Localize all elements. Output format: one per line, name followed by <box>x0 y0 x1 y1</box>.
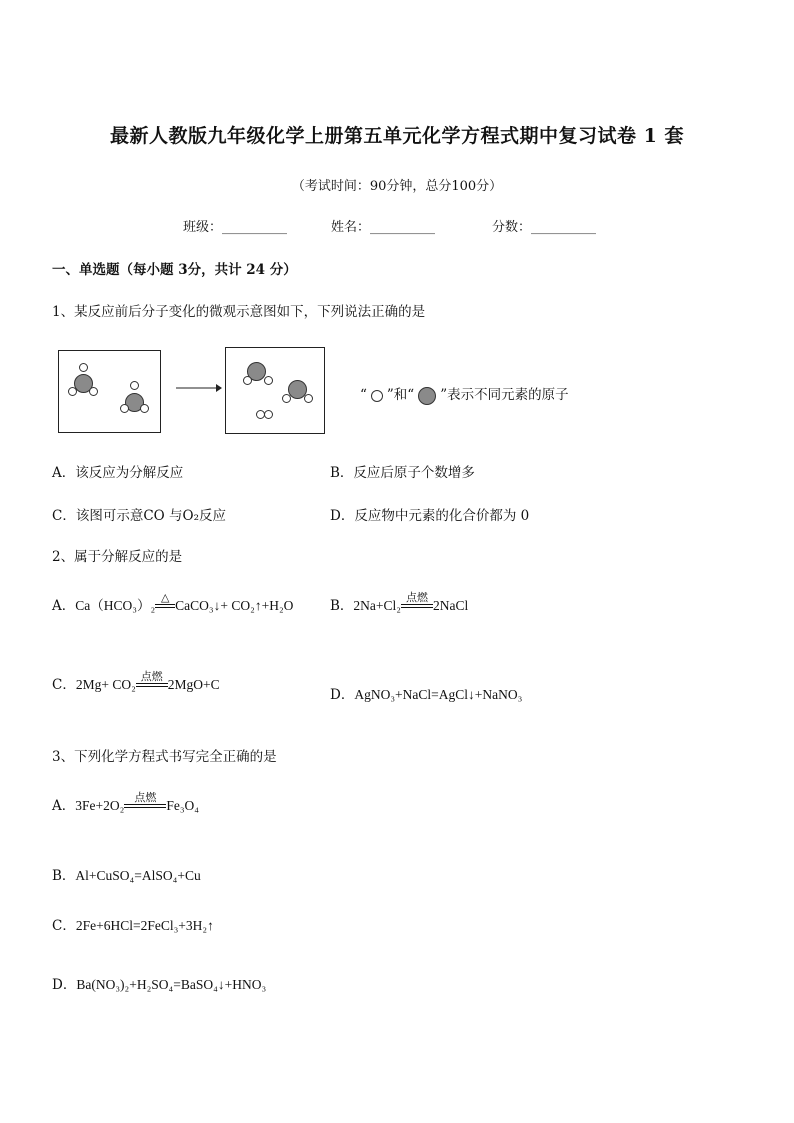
reactants-box <box>58 350 161 433</box>
q2-option-d[interactable] <box>330 683 522 703</box>
option-label: D． <box>330 687 355 703</box>
equation-left: 2Mg+ CO₂ <box>75 677 136 692</box>
white-atom <box>130 381 139 390</box>
condition-text: 点燃 <box>140 670 163 683</box>
condition-arrow <box>124 792 166 814</box>
white-atom <box>68 387 77 396</box>
reaction-arrow-icon <box>176 382 222 394</box>
equation: 2Fe+6HCl=2FeCl₃+3H₂↑ <box>75 918 214 933</box>
legend-and-text: ”和“ <box>386 387 415 403</box>
white-atom <box>282 394 291 403</box>
exam-subtitle: （考试时间：90分钟，总分100分） <box>291 179 503 194</box>
white-atom <box>264 376 273 385</box>
legend-description: ”表示不同元素的原子 <box>440 387 569 403</box>
q3-option-c[interactable] <box>52 914 214 934</box>
option-label: C． <box>52 918 76 934</box>
q1-option-a[interactable]: A．该反应为分解反应 <box>52 465 184 481</box>
legend-open-quote: “ <box>360 387 367 403</box>
equation-right: Fe₃O₄ <box>166 798 199 813</box>
white-atom <box>140 404 149 413</box>
exam-title: 最新人教版九年级化学上册第五单元化学方程式期中复习试卷 1 套 <box>110 125 684 147</box>
q3-option-d[interactable] <box>52 973 266 993</box>
option-label: C． <box>52 677 76 693</box>
white-atom <box>304 394 313 403</box>
condition-text: △ <box>160 591 170 604</box>
option-label: A． <box>52 598 76 614</box>
q2-option-c[interactable] <box>52 671 220 693</box>
option-label: D． <box>52 977 77 993</box>
white-atom <box>120 404 129 413</box>
condition-text: 点燃 <box>406 591 428 604</box>
equation: AgNO₃+NaCl=AgCl↓+NaNO₃ <box>354 687 523 702</box>
q1-option-b[interactable]: B．反应后原子个数增多 <box>330 465 475 481</box>
white-atom <box>79 363 88 372</box>
question-3-stem: 3、下列化学方程式书写完全正确的是 <box>52 749 277 765</box>
white-atom <box>243 376 252 385</box>
option-label: B． <box>52 868 76 884</box>
q1-option-c[interactable]: C．该图可示意CO 与O₂反应 <box>52 508 226 524</box>
condition-arrow <box>155 592 175 614</box>
option-label: B． <box>330 598 354 614</box>
equation: Ba(NO₃)₂+H₂SO₄=BaSO₄↓+HNO₃ <box>76 977 267 992</box>
equation: Al+CuSO₄=AlSO₄+Cu <box>75 868 201 883</box>
q3-option-b[interactable] <box>52 864 201 884</box>
atom-legend <box>360 383 569 405</box>
condition-arrow <box>136 671 168 693</box>
question-1-stem: 1、某反应前后分子变化的微观示意图如下，下列说法正确的是 <box>52 304 426 320</box>
score-field: 分数：__________ <box>492 220 597 235</box>
gray-atom-icon <box>418 387 436 405</box>
condition-text: 点燃 <box>134 791 157 804</box>
white-atom <box>264 410 273 419</box>
condition-arrow <box>401 592 433 614</box>
section-heading: 一、单选题（每小题 3分，共计 24 分） <box>52 262 297 278</box>
white-atom <box>89 387 98 396</box>
class-field: 班级：__________ <box>183 220 288 235</box>
q1-option-d[interactable]: D．反应物中元素的化合价都为 0 <box>330 508 530 524</box>
q3-option-a[interactable] <box>52 792 199 814</box>
equation-right: 2MgO+C <box>167 677 220 692</box>
q2-option-a[interactable] <box>52 592 293 614</box>
option-label: A． <box>52 798 76 814</box>
q2-option-b[interactable] <box>330 592 468 614</box>
products-box <box>225 347 325 434</box>
white-atom-icon <box>371 390 383 402</box>
equation-left: 3Fe+2O₂ <box>75 798 125 813</box>
equation-right: 2NaCl <box>433 598 469 613</box>
equation-left: Ca（HCO₃）₂ <box>75 598 156 613</box>
equation-left: 2Na+Cl₂ <box>353 598 401 613</box>
equation-right: CaCO₃↓+ CO₂↑+H₂O <box>175 598 294 613</box>
name-field: 姓名：__________ <box>331 220 436 235</box>
question-2-stem: 2、属于分解反应的是 <box>52 549 183 565</box>
